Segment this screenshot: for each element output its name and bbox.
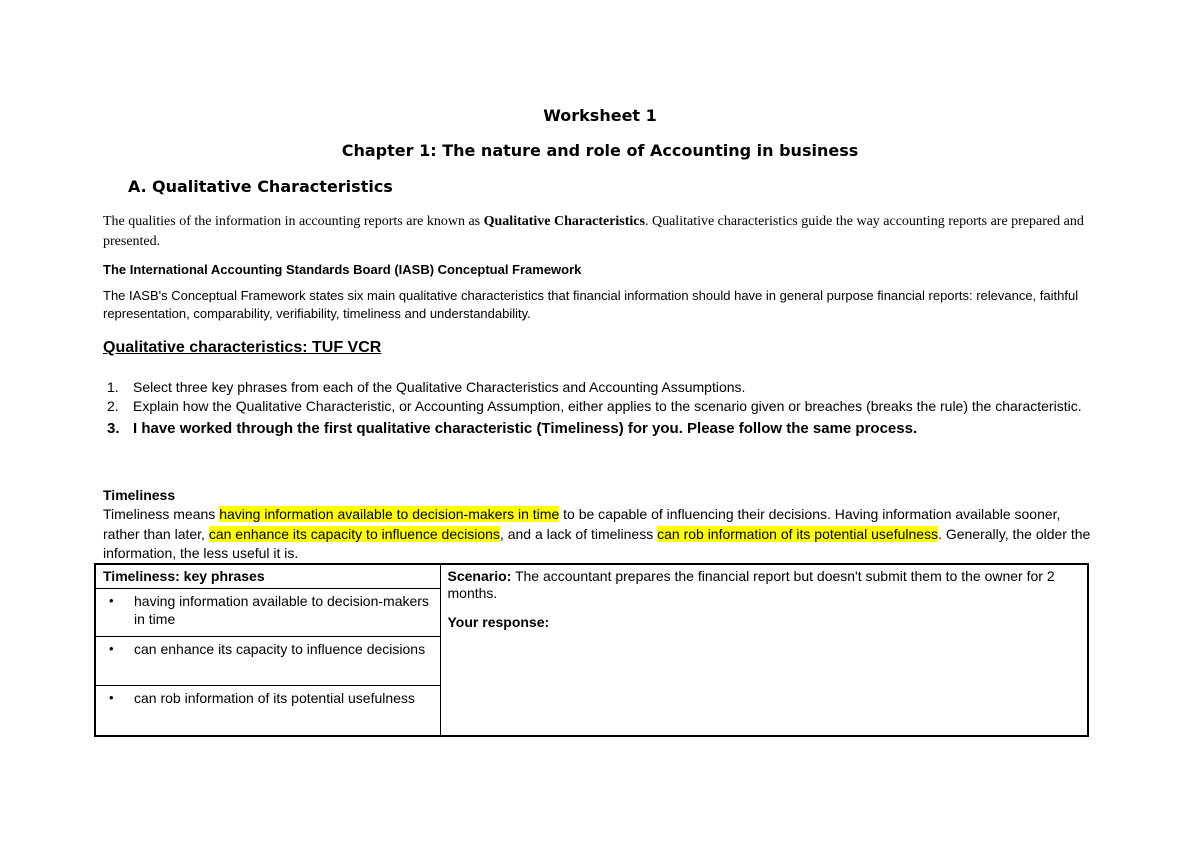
bullet: • xyxy=(109,592,114,608)
list-item xyxy=(103,419,1098,438)
list-item xyxy=(103,378,1098,397)
list-text: Select three key phrases from each of the Qualitative Characteristics and Accounting Assumptions. xyxy=(133,379,746,395)
iasb-paragraph: The IASB's Conceptual Framework states six main qualitative characteristics that financial information should have in general purpose financial reports: relevance, faithful representation, comparability, verifiability, timeliness and understandability. xyxy=(103,288,1079,321)
section-letter: A. xyxy=(128,177,147,196)
scenario-text: The accountant prepares the financial report but doesn't submit them to the owner for 2 months. xyxy=(447,568,1055,601)
timeliness-heading: Timeliness xyxy=(103,487,176,503)
highlighted-phrase: can enhance its capacity to influence decisions xyxy=(208,525,500,542)
chapter-title: Chapter 1: The nature and role of Accounting in business xyxy=(341,141,859,160)
key-phrase: can enhance its capacity to influence decisions xyxy=(134,641,426,658)
section-heading xyxy=(128,177,393,196)
intro-term: Qualitative Characteristics xyxy=(483,214,645,229)
instruction-list xyxy=(103,378,1098,438)
timeliness-text: to be capable of influencing their decisions. Having information available sooner, rather than later, xyxy=(103,506,1061,542)
highlighted-phrase: having information available to decision-makers in time xyxy=(219,506,560,522)
list-text: I have worked through the first qualitative characteristic (Timeliness) for you. Please follow the same process. xyxy=(133,420,918,437)
intro-paragraph xyxy=(103,212,1098,252)
list-number: 2. xyxy=(107,398,119,414)
table-row xyxy=(95,637,440,686)
highlighted-phrase: can rob information of its potential usefulness xyxy=(657,525,939,542)
bullet: • xyxy=(109,689,114,705)
response-label: Your response: xyxy=(447,614,550,630)
bullet: • xyxy=(109,641,114,657)
timeliness-text: , and a lack of timeliness xyxy=(499,525,658,542)
intro-post: . Qualitative characteristics guide the way accounting reports are prepared and presented. xyxy=(103,214,1084,249)
key-phrase: can rob information of its potential usefulness xyxy=(134,689,415,706)
table-header: Timeliness: key phrases xyxy=(95,564,440,588)
key-phrases-table xyxy=(94,563,1089,737)
timeliness-text: . Generally, the older the information, the less useful it is. xyxy=(103,525,1091,561)
tuf-heading: Qualitative characteristics: TUF VCR xyxy=(103,339,382,356)
scenario-label: Scenario: xyxy=(447,568,512,584)
list-number: 1. xyxy=(107,379,119,395)
section-name: Qualitative Characteristics xyxy=(152,177,393,196)
table-row xyxy=(95,588,440,637)
table-row xyxy=(95,685,440,736)
list-text: Explain how the Qualitative Characteristic, or Accounting Assumption, either applies to the scenario given or breaches (breaks the rule) the characteristic. xyxy=(133,398,1082,414)
worksheet-title: Worksheet 1 xyxy=(543,106,657,125)
list-item xyxy=(103,397,1098,416)
iasb-heading: The International Accounting Standards Board (IASB) Conceptual Framework xyxy=(103,262,582,277)
intro-pre: The qualities of the information in accounting reports are known as xyxy=(103,214,484,229)
list-number: 3. xyxy=(107,420,120,437)
timeliness-paragraph xyxy=(103,505,1093,564)
timeliness-text: Timeliness means xyxy=(103,506,220,522)
key-phrase: having information available to decision-makers in time xyxy=(134,592,429,627)
scenario-cell xyxy=(440,564,1088,736)
